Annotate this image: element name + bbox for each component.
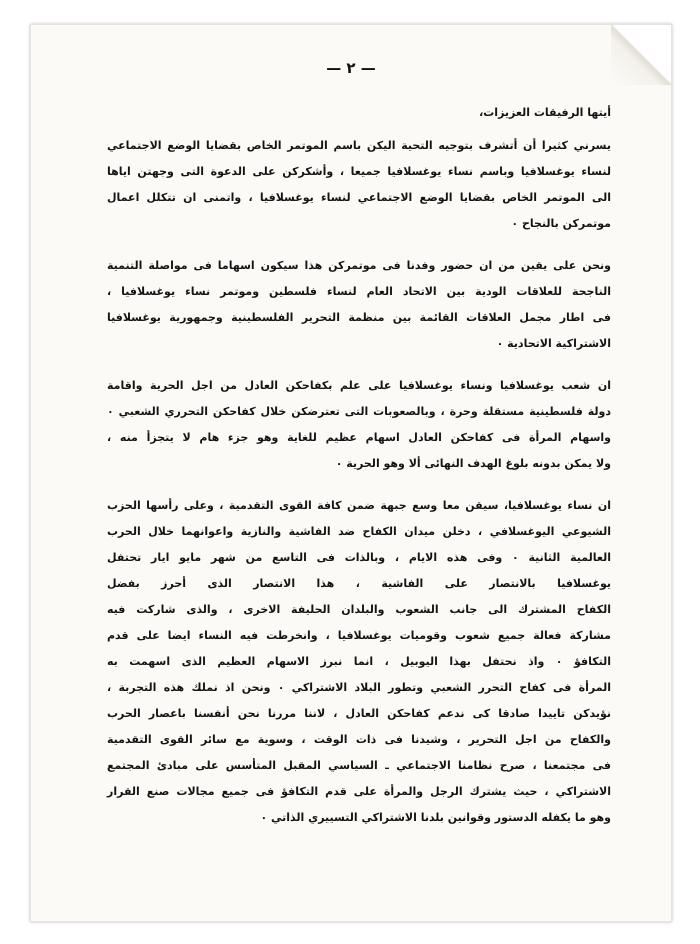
text-line: العالمية الثانية ٠ وفى هذه الايام ، وبالذات فى التاسع من شهر مايو ايار تحتفل	[107, 551, 611, 564]
text-line: وهو ما يكفله الدستور وقوانين بلدنا الاشتراكي التسييري الذاتي ٠	[260, 811, 611, 824]
greeting: أيتها الرفيقات العزيزات،	[479, 106, 611, 119]
text-line: يوغسلافيا بالانتصار على الفاشية ، هذا الانتصار الذى أحرز بفضل	[107, 577, 611, 590]
text-line: موتمركن بالنجاح ٠	[511, 217, 611, 230]
text-line: واسهام المرأة فى كفاحكن العادل اسهام عظيم للغاية وهو جزء هام لا يتجزأ منه ،	[107, 431, 611, 444]
text-line: ان شعب يوغسلافيا ونساء يوغسلافيا على علم بكفاحكن العادل من اجل الحرية واقامة	[107, 379, 611, 392]
text-line: الاشتراكي ، حيث يشترك الرجل والمرأة على قدم التكافؤ فى جميع مجالات صنع القرار	[107, 785, 611, 798]
paragraph	[107, 253, 611, 357]
paragraph	[107, 493, 611, 831]
text-line: الاشتراكية الاتحادية ٠	[496, 337, 611, 350]
paragraph	[107, 133, 611, 237]
text-line: التكافؤ ٠ واذ نحتفل بهذا اليوبيل ، انما نبرز الاسهام العظيم الذى اسهمت به	[107, 655, 611, 668]
text-line: فى اطار مجمل العلاقات القائمة بين منظمة التحرير الفلسطينية وجمهورية يوغسلافيا	[107, 311, 611, 324]
text-line: مشاركة فعالة جميع شعوب وقوميات يوغسلافيا ، وانخرطت فيه النساء ايضا على قدم	[107, 629, 611, 642]
text-line: دولة فلسطينية مستقلة وحرة ، وبالصعوبات التى تعترضكن خلال كفاحكن التحرري الشعبي ٠	[107, 405, 611, 418]
text-line: فى مجتمعنا ، صرح نظامنا الاجتماعي ـ السياسي المقبل المتأسس على مبادئ المجتمع	[107, 759, 611, 772]
letter-body	[107, 103, 611, 847]
document-page	[30, 24, 672, 922]
text-line: ونحن على يقين من ان حضور وفدنا فى موتمركن هذا سيكون اسهاما فى مواصلة التنمية	[107, 259, 611, 272]
text-line: ان نساء يوغسلافيا، سيقن معا وسع جبهة ضمن كافة القوى التقدمية ، وعلى رأسها الحزب	[107, 499, 611, 512]
text-line: يسرني كثيرا أن أتشرف بتوجيه التحية اليكن باسم الموتمر الخاص بقضايا الوضع الاجتماعي	[107, 139, 611, 152]
paragraphs-container	[107, 133, 611, 831]
text-line: والكفاح من اجل التحرير ، وشيدنا فى ذات الوقت ، وسوية مع سائر القوى التقدمية	[107, 733, 611, 746]
text-line: لنساء يوغسلافيا وباسم نساء يوغسلافيا جميعا ، وأشكركن على الدعوة التى وجهتن اياها	[107, 165, 611, 178]
text-line: المرأة فى كفاح التحرر الشعبي وتطور البلاد الاشتراكي ٠ ونحن اذ نملك هذه التجربة ،	[107, 681, 611, 694]
text-line: الشيوعي اليوغسلافي ، دخلن ميدان الكفاح ضد الفاشية والنازية واعوانهما خلال الحرب	[107, 525, 611, 538]
paragraph	[107, 373, 611, 477]
text-line: الناجحة للعلاقات الودية بين الاتحاد العام لنساء فلسطين وموتمر نساء يوغسلافيا ،	[107, 285, 611, 298]
text-line: الكفاح المشترك الى جانب الشعوب والبلدان الحليفة الاخرى ، والذى شاركت فيه	[107, 603, 611, 616]
text-line: ولا يمكن بدونه بلوغ الهدف النهائى ألا وهو الحرية ٠	[335, 457, 611, 470]
text-line: الى الموتمر الخاص بقضايا الوضع الاجتماعي لنساء يوغسلافيا ، واتمنى ان تتكلل اعمال	[107, 191, 611, 204]
page-number: — ٢ —	[326, 59, 376, 77]
text-line: نؤيدكن تاييدا صادقا كى ندعم كفاحكن العادل ، لاننا مررنا نحن أنفسنا باعصار الحرب	[107, 707, 611, 720]
